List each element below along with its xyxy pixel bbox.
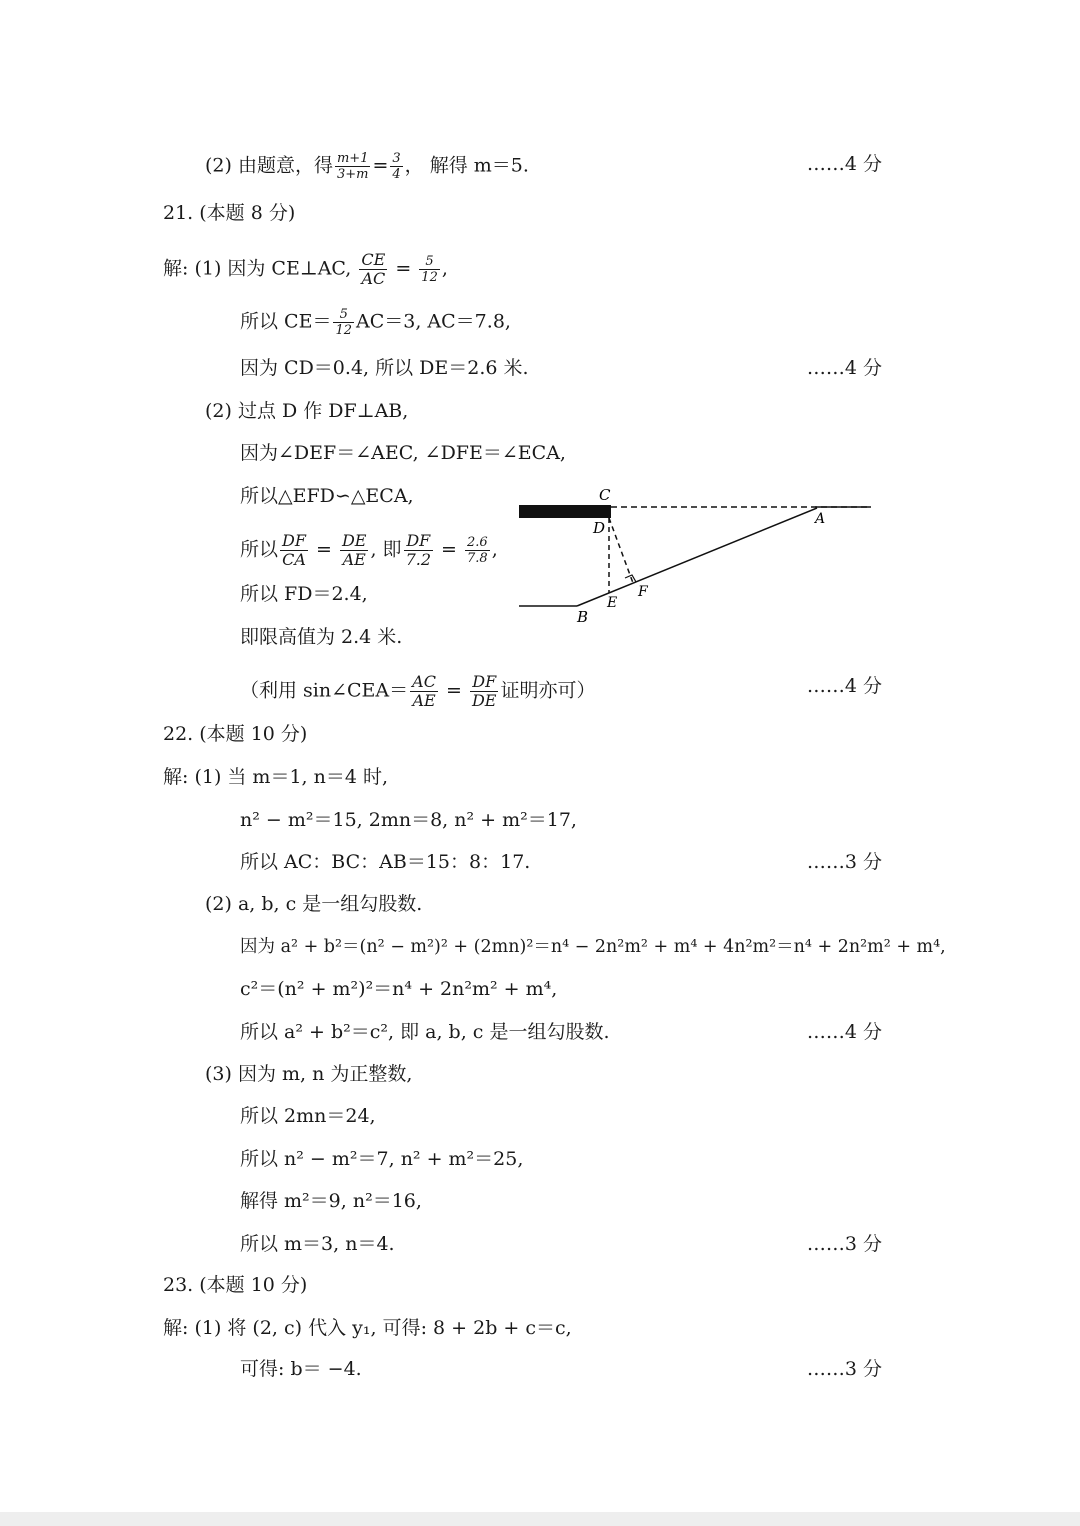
denominator: 12 — [421, 270, 438, 285]
q23-part1-line2: 可得: b＝ −4. — [240, 1358, 362, 1380]
fraction — [410, 674, 438, 709]
fraction — [465, 536, 490, 565]
denominator: 12 — [335, 323, 352, 338]
denominator: AC — [361, 269, 386, 288]
numerator: DF — [282, 531, 306, 550]
text: , — [491, 538, 498, 561]
label-f: F — [638, 584, 648, 600]
q23-header: 23. (本题 10 分) — [163, 1274, 308, 1296]
q22-part2-line2: 因为 a² + b²＝(n² − m²)² + (2mn)²＝n⁴ − 2n²m² + m⁴ + 4n²m²＝n⁴ + 2n²m² + m⁴, — [240, 937, 946, 957]
equals: = — [389, 257, 418, 280]
label-b: B — [577, 608, 589, 625]
q21-part2-line6: 即限高值为 2.4 米. — [240, 626, 403, 648]
equals: = — [309, 538, 338, 561]
slope-b-a — [577, 508, 817, 606]
q22-part3-line3: 所以 n² − m²＝7, n² + m²＝25, — [240, 1148, 524, 1170]
fraction — [340, 533, 369, 568]
fraction — [470, 674, 499, 709]
q20-part2-line — [205, 152, 529, 181]
q22-part3-line2: 所以 2mn＝24, — [240, 1105, 376, 1127]
score-marker: ……3 分 — [806, 851, 882, 873]
score-marker: ……3 分 — [806, 1358, 882, 1380]
text: , — [441, 257, 448, 280]
denominator: CA — [282, 550, 306, 569]
score-marker: ……3 分 — [806, 1233, 882, 1255]
right-angle-mark — [625, 575, 636, 582]
q22-part3-line5: 所以 m＝3, n＝4. — [240, 1233, 395, 1255]
denominator: 7.2 — [405, 550, 432, 569]
q22-part2-line4: 所以 a² + b²＝c², 即 a, b, c 是一组勾股数. — [240, 1021, 610, 1043]
equals: = — [435, 538, 464, 561]
equals: = — [439, 679, 468, 702]
denominator: 3+m — [336, 167, 369, 182]
q21-part1-line1 — [163, 252, 448, 287]
denominator: 4 — [392, 167, 401, 182]
q22-part1-line2: n² − m²＝15, 2mn＝8, n² + m²＝17, — [240, 809, 577, 831]
numerator: DE — [341, 531, 367, 550]
q23-part1-line1: 解: (1) 将 (2, c) 代入 y₁, 可得: 8 + 2b + c＝c, — [163, 1317, 572, 1339]
numerator: 5 — [419, 255, 440, 270]
q21-part2-line7 — [240, 674, 595, 709]
page-bottom-edge — [0, 1512, 1080, 1526]
fraction — [390, 152, 402, 181]
numerator: 3 — [392, 151, 401, 166]
score-marker: ……4 分 — [806, 153, 882, 175]
text: AC＝3, AC＝7.8, — [356, 310, 511, 333]
text: 解: (1) 因为 CE⊥AC, — [163, 257, 358, 280]
fraction — [359, 252, 387, 287]
numerator: CE — [361, 250, 386, 269]
q21-header: 21. (本题 8 分) — [163, 202, 296, 224]
q21-part2-line1: (2) 过点 D 作 DF⊥AB, — [205, 400, 409, 422]
q22-header: 22. (本题 10 分) — [163, 723, 308, 745]
score-marker: ……4 分 — [806, 1021, 882, 1043]
numerator: 5 — [333, 308, 354, 323]
q22-part3-line1: (3) 因为 m, n 为正整数, — [205, 1063, 413, 1085]
denominator: DE — [471, 691, 497, 710]
numerator: DF — [404, 533, 433, 551]
q21-part1-line2 — [240, 308, 511, 337]
numerator: AC — [412, 672, 436, 691]
text: （利用 sin∠CEA＝ — [240, 679, 409, 702]
label-d: D — [593, 519, 606, 537]
numerator: 2.6 — [467, 535, 488, 550]
equals: = — [372, 154, 389, 177]
text: , 即 — [370, 538, 402, 561]
numerator: m+1 — [336, 151, 369, 166]
label-e: E — [607, 595, 618, 611]
q21-part2-line5: 所以 FD＝2.4, — [240, 583, 368, 605]
q21-part2-line4 — [240, 533, 498, 568]
label-a: A — [815, 511, 826, 527]
denominator: AE — [412, 691, 436, 710]
fraction — [333, 308, 354, 337]
text: ， 解得 m＝5. — [404, 154, 529, 177]
line-d-f — [609, 518, 633, 583]
score-marker: ……4 分 — [806, 675, 882, 697]
text: 所以 CE＝ — [240, 310, 332, 333]
geometry-diagram — [515, 485, 880, 625]
q22-part2-line3: c²＝(n² + m²)²＝n⁴ + 2n²m² + m⁴, — [240, 978, 558, 1000]
q22-part1-line3: 所以 AC：BC：AB＝15：8：17. — [240, 851, 531, 873]
q22-part1-line1: 解: (1) 当 m＝1, n＝4 时, — [163, 766, 389, 788]
fraction — [404, 533, 433, 568]
fraction — [335, 152, 371, 181]
numerator: DF — [470, 674, 499, 692]
barrier-bar — [519, 505, 611, 518]
q21-part1-line3: 因为 CD＝0.4, 所以 DE＝2.6 米. — [240, 357, 529, 379]
text: 所以 — [240, 538, 279, 561]
text: 证明亦可） — [500, 679, 596, 702]
label-c: C — [599, 486, 611, 504]
score-marker: ……4 分 — [806, 357, 882, 379]
denominator: 7.8 — [467, 551, 488, 566]
q22-part3-line4: 解得 m²＝9, n²＝16, — [240, 1190, 422, 1212]
text: (2) 由题意，得 — [205, 154, 333, 177]
q22-part2-line1: (2) a, b, c 是一组勾股数. — [205, 893, 423, 915]
q21-part2-line2: 因为∠DEF＝∠AEC, ∠DFE＝∠ECA, — [240, 442, 566, 464]
q21-part2-line3: 所以△EFD∽△ECA, — [240, 485, 414, 507]
denominator: AE — [342, 550, 366, 569]
fraction — [419, 255, 440, 284]
fraction — [280, 533, 308, 568]
